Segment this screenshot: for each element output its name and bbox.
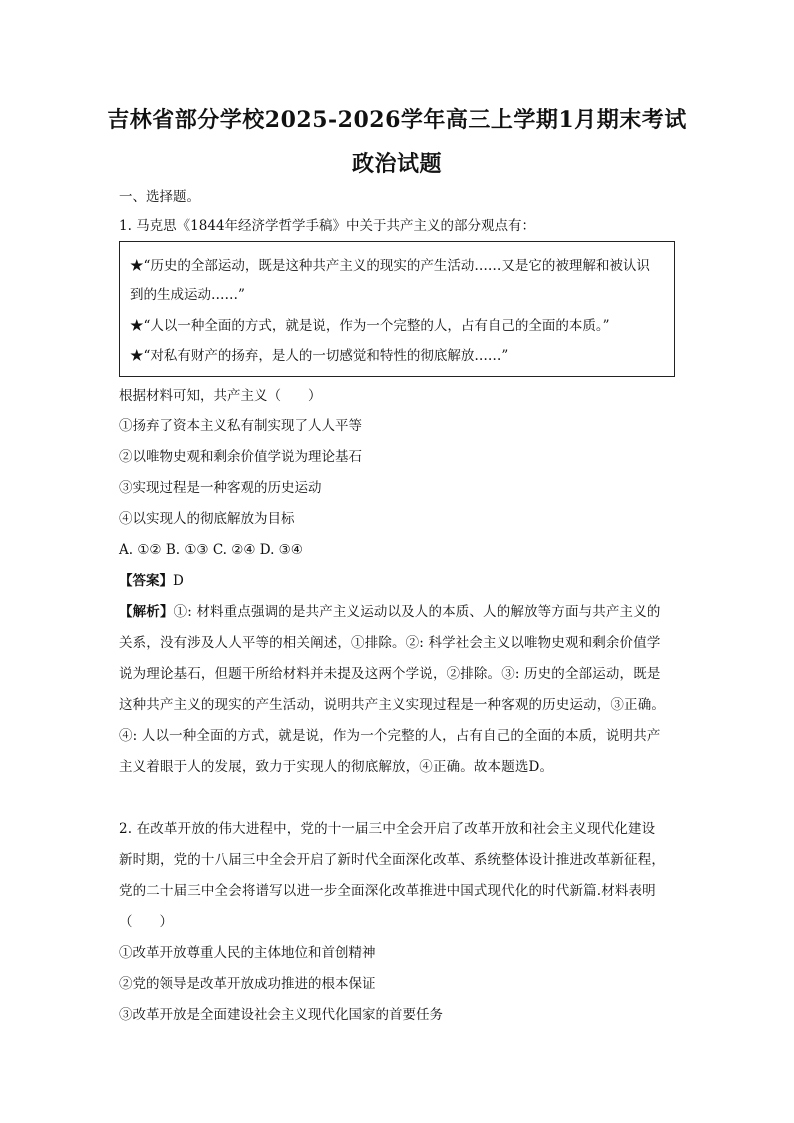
q1-option: ①扬弃了资本主义私有制实现了人人平等 <box>119 418 362 434</box>
analysis-label: 【解析】 <box>119 604 174 620</box>
q1-analysis-line: 说为理论基石，但题干所给材料并未提及这两个学说，②排除。③: 历史的全部运动，既是 <box>119 666 661 682</box>
answer-value: D <box>173 573 184 589</box>
q2-stem-line: 新时期，党的十八届三中全会开启了新时代全面深化改革、系统整体设计推进改革新征程， <box>119 852 665 868</box>
q1-quote-line: 到的生成运动……” <box>130 287 245 303</box>
q1-choices: A. ①② B. ①③ C. ②④ D. ③④ <box>119 542 303 558</box>
q2-stem-line: 2. 在改革开放的伟大进程中，党的十一届三中全会开启了改革开放和社会主义现代化建设 <box>119 821 656 837</box>
q2-option: ①改革开放尊重人民的主体地位和首创精神 <box>119 945 376 961</box>
q1-analysis-line: ④: 人以一种全面的方式，就是说，作为一个完整的人，占有自己的全面的本质，说明共产 <box>119 728 661 744</box>
exam-title: 吉林省部分学校2025-2026学年高三上学期1月期末考试 <box>107 107 687 133</box>
q1-analysis-line: 这种共产主义的现实的产生活动，说明共产主义实现过程是一种客观的历史运动，③正确。 <box>119 697 665 713</box>
q1-quote-line: ★“对私有财产的扬弃，是人的一切感觉和特性的彻底解放……” <box>130 348 509 364</box>
exam-subtitle: 政治试题 <box>351 151 442 177</box>
q2-option: ③改革开放是全面建设社会主义现代化国家的首要任务 <box>119 1007 443 1023</box>
answer-label: 【答案】 <box>119 573 173 589</box>
q2-option: ②党的领导是改革开放成功推进的根本保证 <box>119 976 376 992</box>
q1-option: ②以唯物史观和剩余价值学说为理论基石 <box>119 449 362 465</box>
q1-quote-line: ★“历史的全部运动，既是这种共产主义的现实的产生活动……又是它的被理解和被认识 <box>130 258 650 274</box>
q2-stem-line: （ ） <box>119 914 173 930</box>
q1-option: ③实现过程是一种客观的历史运动 <box>119 480 322 496</box>
q1-quote-line: ★“人以一种全面的方式，就是说，作为一个完整的人，占有自己的全面的本质。” <box>130 318 610 334</box>
q2-stem-line: 党的二十届三中全会将谱写以进一步全面深化改革推进中国式现代化的时代新篇.材料表明 <box>119 883 656 899</box>
q1-question: 根据材料可知，共产主义（ ） <box>119 388 322 404</box>
q1-option: ④以实现人的彻底解放为目标 <box>119 511 295 527</box>
analysis-text: ①: 材料重点强调的是共产主义运动以及人的本质、人的解放等方面与共产主义的 <box>173 604 661 620</box>
q1-analysis-line <box>119 602 661 622</box>
section-heading: 一、选择题。 <box>119 189 200 205</box>
q1-analysis-line: 关系，没有涉及人人平等的相关阐述，①排除。②: 科学社会主义以唯物史观和剩余价值学 <box>119 635 661 651</box>
q1-stem: 1. 马克思《1844年经济学哲学手稿》中关于共产主义的部分观点有： <box>119 218 536 234</box>
q1-analysis-line: 主义着眼于人的发展，致力于实现人的彻底解放，④正确。故本题选D。 <box>119 759 554 775</box>
q1-answer <box>119 571 184 591</box>
q1-quote-box <box>119 241 675 377</box>
